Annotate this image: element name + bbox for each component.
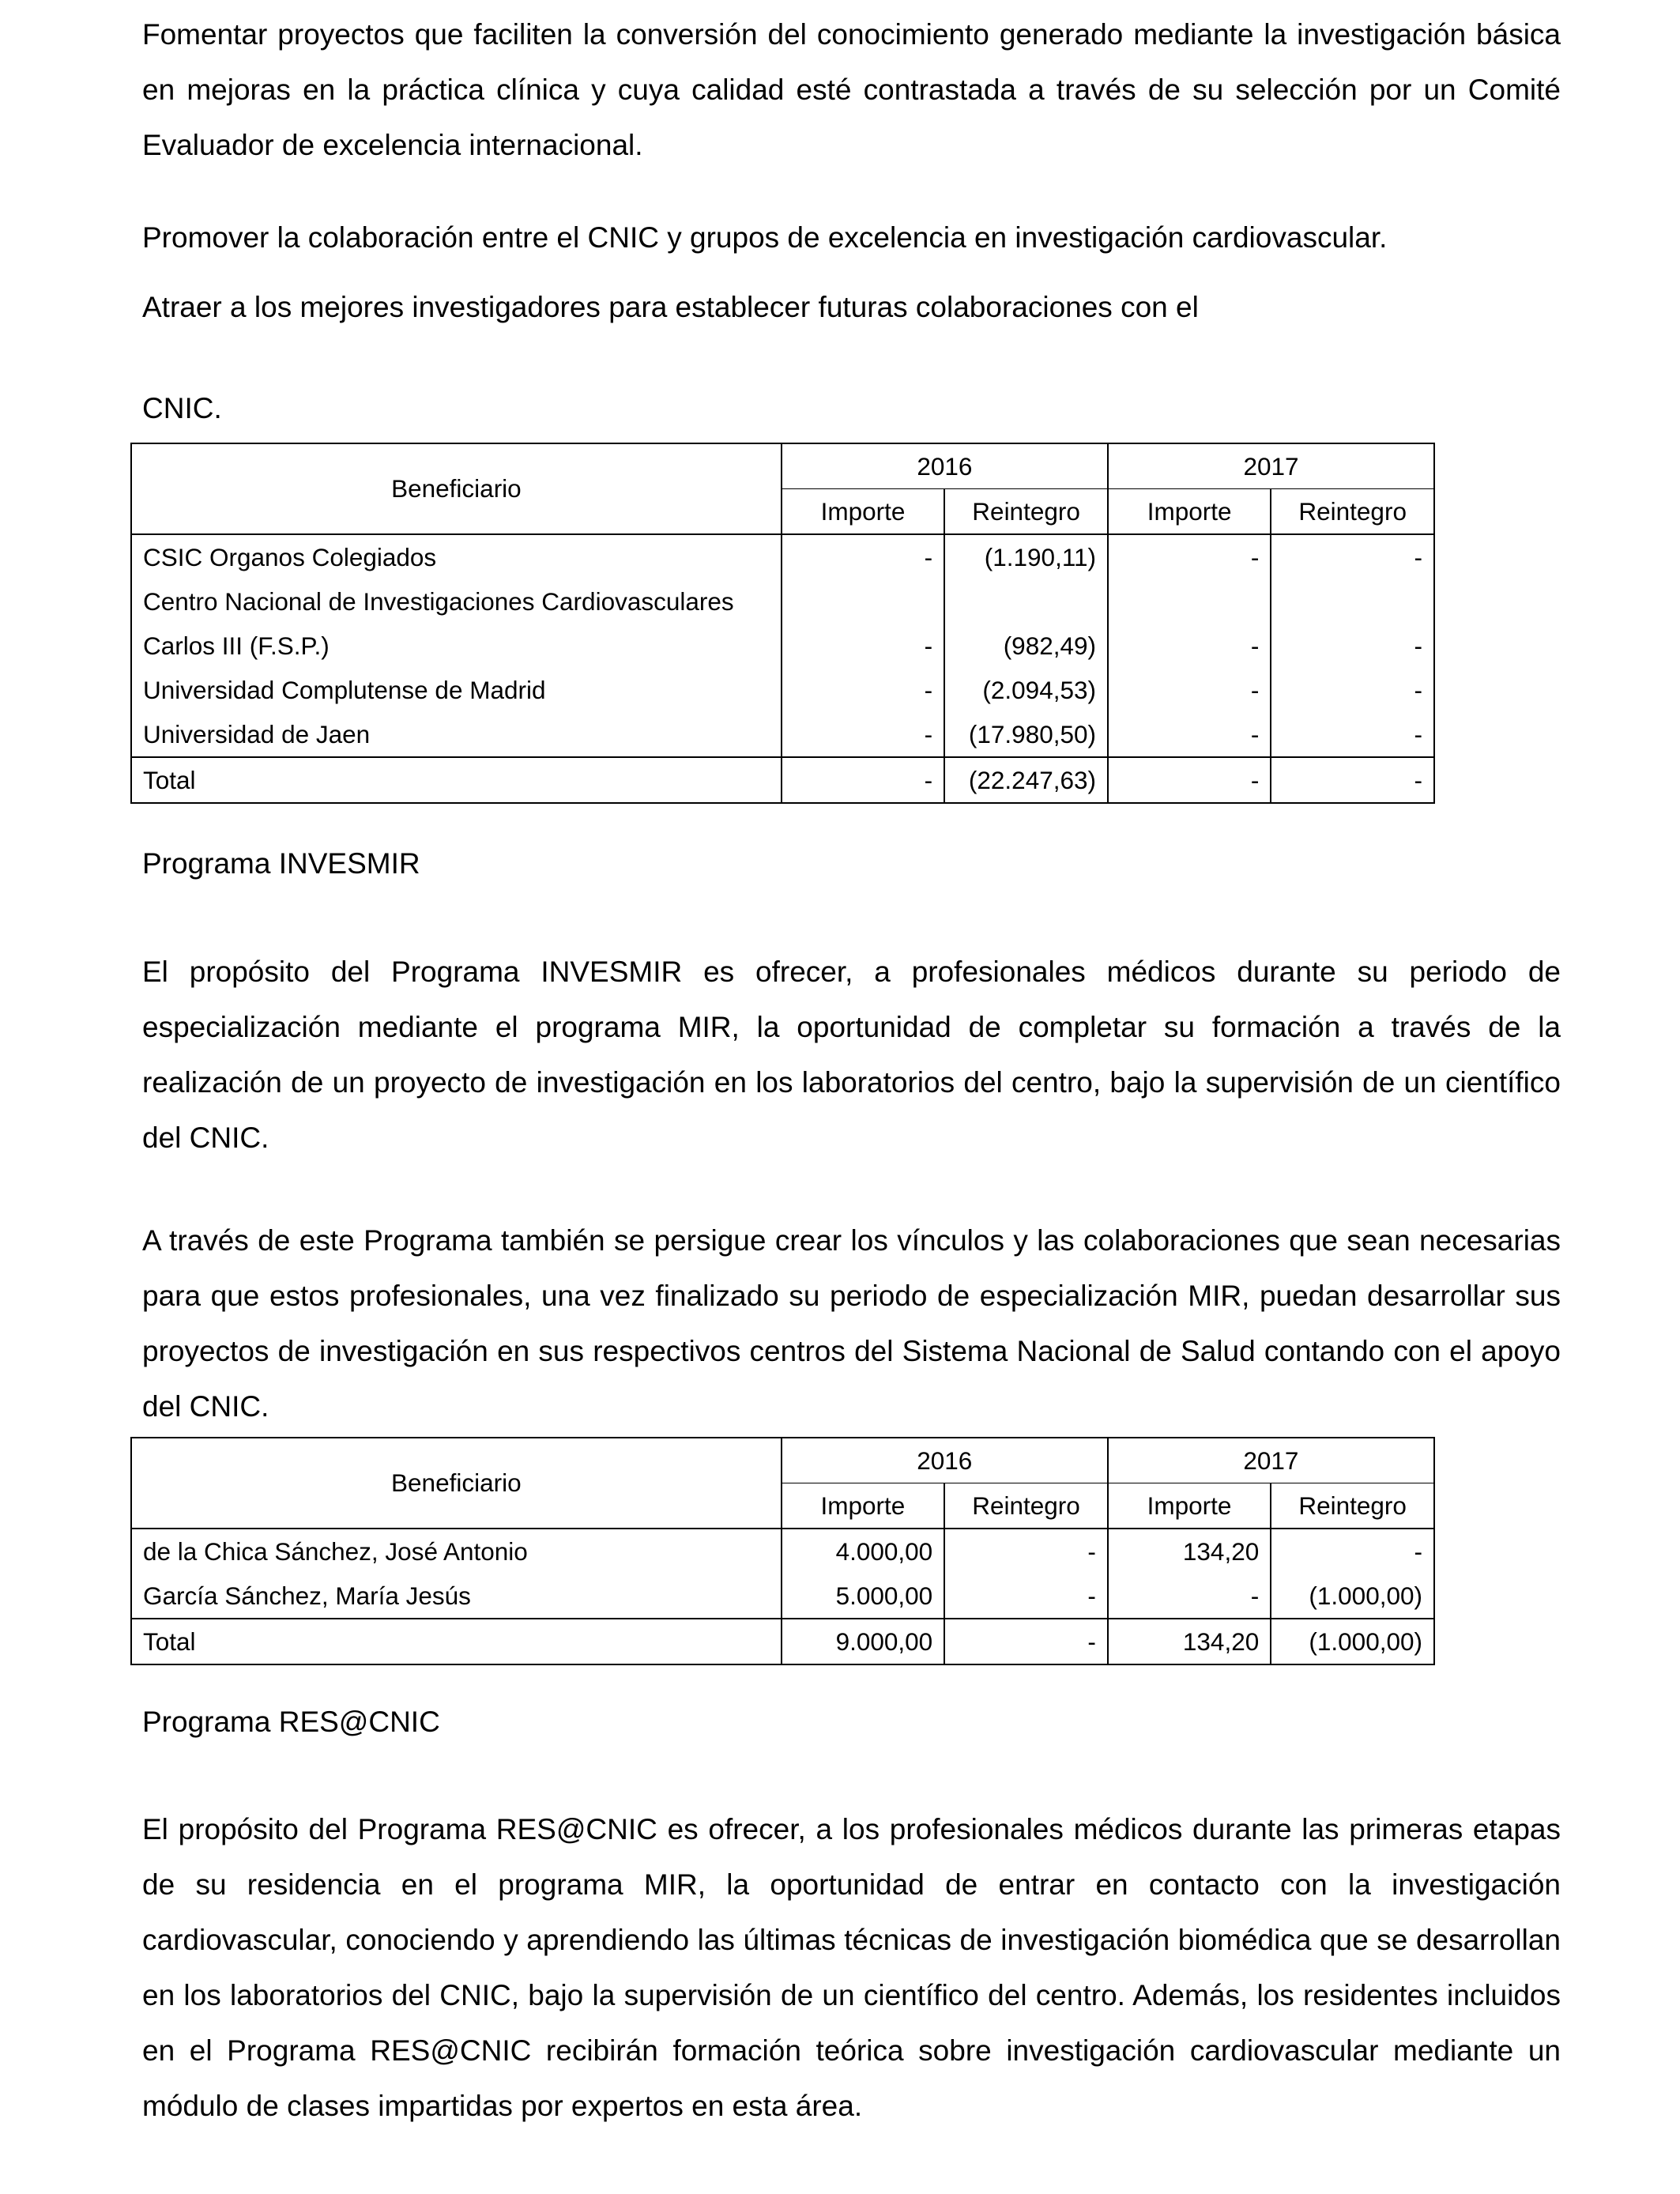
cell-total-importe-2016: -	[782, 757, 944, 803]
cell-importe-2017: 134,20	[1108, 1529, 1271, 1574]
cell-reintegro-2016: (2.094,53)	[944, 668, 1108, 712]
col-header-year-2017: 2017	[1108, 443, 1434, 489]
cell-reintegro-2017: -	[1271, 712, 1434, 757]
section-heading-invesmir: Programa INVESMIR	[142, 847, 420, 880]
cell-total-reintegro-2017: (1.000,00)	[1271, 1619, 1434, 1664]
cell-reintegro-2016: (17.980,50)	[944, 712, 1108, 757]
cell-beneficiary: Carlos III (F.S.P.)	[131, 624, 782, 668]
cell-total-reintegro-2016: (22.247,63)	[944, 757, 1108, 803]
rescnic-paragraph-purpose: El propósito del Programa RES@CNIC es ofrecer, a los profesionales médicos durante las primeras etapas de su residencia en el programa MIR, la oportunidad de entrar en contacto con la investigación cardiovascular, conociendo y aprendiendo las últimas técnicas de investigación biomédica que se desarrollan en los laboratorios del CNIC, bajo la supervisión de un científico del centro. Además, los residentes incluidos en el Programa RES@CNIC recibirán formación teórica sobre investigación cardiovascular mediante un módulo de clases impartidas por expertos en esta área.	[142, 1813, 1561, 2122]
intro-paragraph: Fomentar proyectos que faciliten la conversión del conocimiento generado mediante la investigación básica en mejoras en la práctica clínica y cuya calidad esté contrastada a través de su selección por un Comité Evaluador de excelencia internacional.	[142, 18, 1561, 161]
col-header-reintegro-2017: Reintegro	[1271, 1483, 1434, 1529]
cell-importe-2017: -	[1108, 712, 1271, 757]
cell-reintegro-2016: (982,49)	[944, 624, 1108, 668]
table-row	[131, 712, 1434, 757]
cell-total-importe-2016: 9.000,00	[782, 1619, 945, 1664]
cell-reintegro-2016: -	[944, 1529, 1108, 1574]
cell-total-reintegro-2016: -	[944, 1619, 1108, 1664]
cell-total-reintegro-2017: -	[1271, 757, 1434, 803]
col-header-importe-2016: Importe	[782, 489, 944, 535]
col-header-reintegro-2017: Reintegro	[1271, 489, 1434, 535]
cell-total-importe-2017: 134,20	[1108, 1619, 1271, 1664]
cell-importe-2016	[782, 579, 944, 624]
cell-beneficiary: CSIC Organos Colegiados	[131, 534, 782, 579]
cell-beneficiary: Centro Nacional de Investigaciones Cardiovasculares	[131, 579, 782, 624]
cell-importe-2017: -	[1108, 668, 1271, 712]
col-header-reintegro-2016: Reintegro	[944, 1483, 1108, 1529]
invesmir-paragraph-links: A través de este Programa también se persigue crear los vínculos y las colaboraciones que sean necesarias para que estos profesionales, una vez finalizado su periodo de especialización MIR, puedan desarrollar sus proyectos de investigación en sus respectivos centros del Sistema Nacional de Salud contando con el apoyo del CNIC.	[142, 1224, 1561, 1423]
table-invesmir-grants	[130, 1437, 1435, 1665]
table-row	[131, 668, 1434, 712]
col-header-year-2016: 2016	[782, 1438, 1108, 1483]
cell-importe-2017: -	[1108, 534, 1271, 579]
cell-beneficiary: de la Chica Sánchez, José Antonio	[131, 1529, 782, 1574]
cell-reintegro-2017: (1.000,00)	[1271, 1574, 1434, 1619]
cell-beneficiary: Universidad Complutense de Madrid	[131, 668, 782, 712]
table-row	[131, 579, 1434, 624]
table-row	[131, 534, 1434, 579]
intro-line-cnic: CNIC.	[142, 392, 222, 424]
cell-reintegro-2017: -	[1271, 624, 1434, 668]
cell-importe-2017: -	[1108, 624, 1271, 668]
col-header-reintegro-2016: Reintegro	[944, 489, 1108, 535]
cell-reintegro-2017: -	[1271, 668, 1434, 712]
col-header-year-2017: 2017	[1108, 1438, 1434, 1483]
table-row	[131, 624, 1434, 668]
invesmir-paragraph-purpose: El propósito del Programa INVESMIR es ofrecer, a profesionales médicos durante su periodo de especialización mediante el programa MIR, la oportunidad de completar su formación a través de la realización de un proyecto de investigación en los laboratorios del centro, bajo la supervisión de un científico del CNIC.	[142, 956, 1561, 1154]
cell-beneficiary: Universidad de Jaen	[131, 712, 782, 757]
cell-reintegro-2017	[1271, 579, 1434, 624]
col-header-beneficiary: Beneficiario	[131, 1438, 782, 1529]
intro-line-attract: Atraer a los mejores investigadores para establecer futuras colaboraciones con el	[142, 291, 1199, 323]
section-heading-rescnic: Programa RES@CNIC	[142, 1706, 440, 1738]
cell-total-label: Total	[131, 757, 782, 803]
cell-reintegro-2017: -	[1271, 534, 1434, 579]
cell-importe-2016: -	[782, 534, 944, 579]
col-header-importe-2017: Importe	[1108, 1483, 1271, 1529]
table-row	[131, 1529, 1434, 1574]
cell-reintegro-2016	[944, 579, 1108, 624]
table-row	[131, 1574, 1434, 1619]
cell-importe-2016: -	[782, 712, 944, 757]
col-header-importe-2017: Importe	[1108, 489, 1271, 535]
col-header-beneficiary: Beneficiario	[131, 443, 782, 534]
col-header-importe-2016: Importe	[782, 1483, 945, 1529]
cell-total-label: Total	[131, 1619, 782, 1664]
cell-reintegro-2017: -	[1271, 1529, 1434, 1574]
cell-importe-2016: 4.000,00	[782, 1529, 945, 1574]
cell-importe-2016: -	[782, 624, 944, 668]
cell-beneficiary: García Sánchez, María Jesús	[131, 1574, 782, 1619]
cell-importe-2016: -	[782, 668, 944, 712]
cell-importe-2016: 5.000,00	[782, 1574, 945, 1619]
cell-total-importe-2017: -	[1108, 757, 1271, 803]
col-header-year-2016: 2016	[782, 443, 1108, 489]
cell-importe-2017: -	[1108, 1574, 1271, 1619]
cell-reintegro-2016: (1.190,11)	[944, 534, 1108, 579]
intro-line-collaboration: Promover la colaboración entre el CNIC y grupos de excelencia en investigación cardiovascular.	[142, 221, 1388, 254]
table-total-row	[131, 1619, 1434, 1664]
table-cardiovascular-grants	[130, 443, 1435, 804]
cell-reintegro-2016: -	[944, 1574, 1108, 1619]
cell-importe-2017	[1108, 579, 1271, 624]
table-total-row	[131, 757, 1434, 803]
